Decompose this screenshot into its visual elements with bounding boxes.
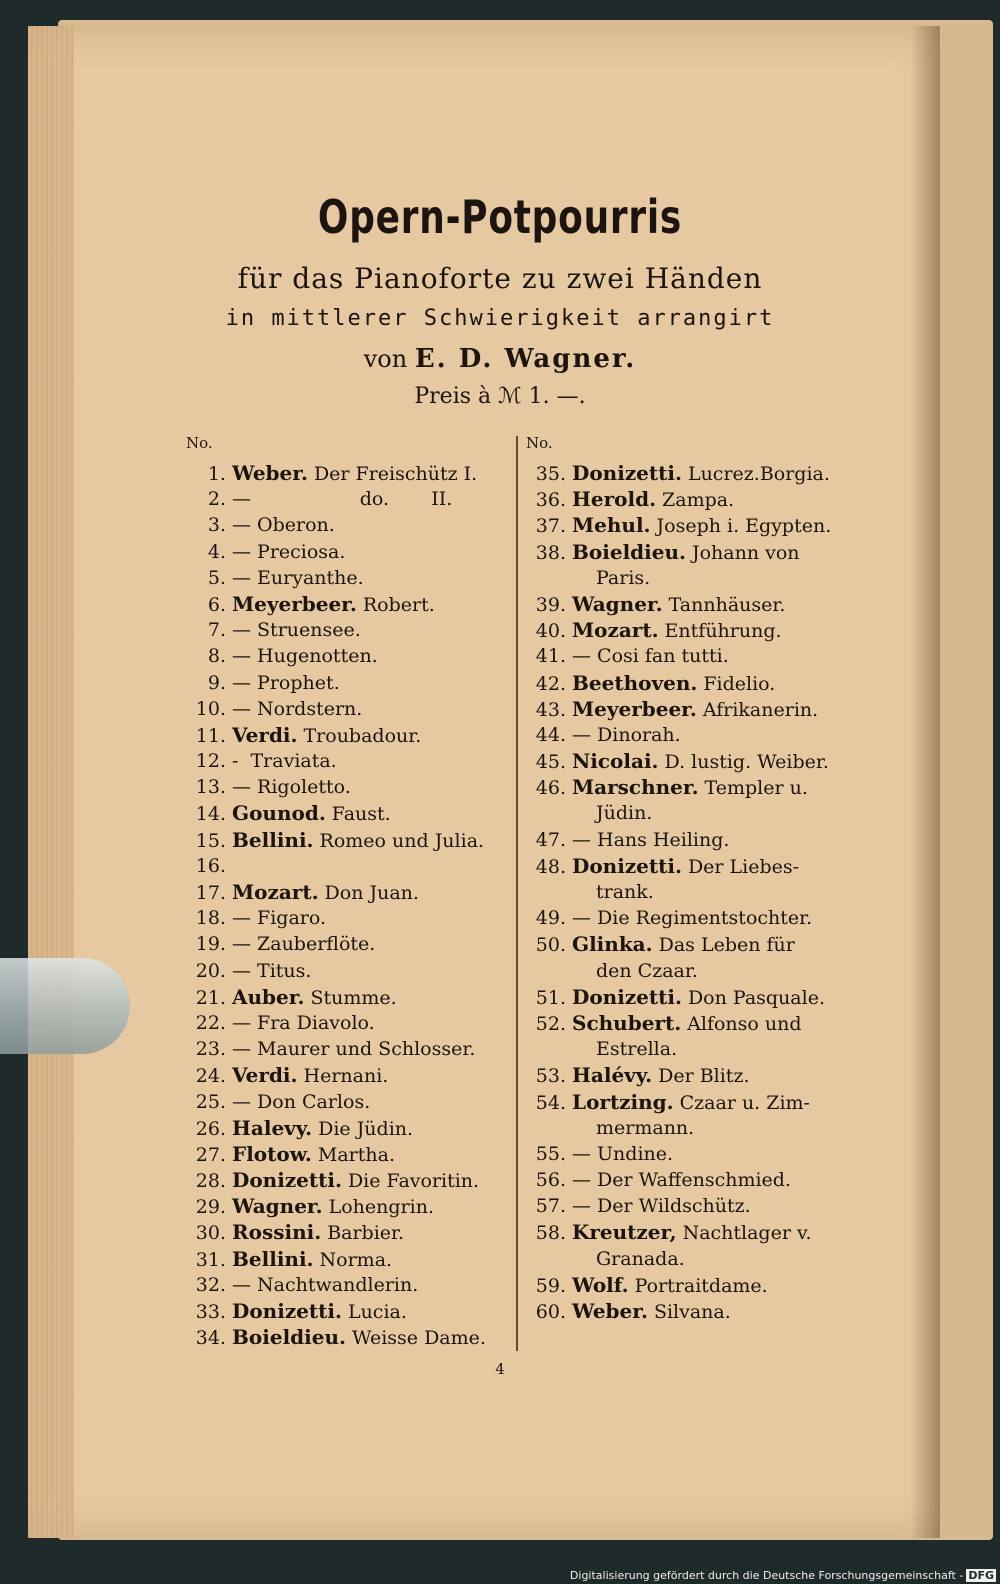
list-item	[526, 1193, 886, 1219]
entry-number: 48.	[535, 855, 566, 878]
entry-number: 50.	[535, 934, 566, 957]
entry-composer: Donizetti.	[232, 1168, 342, 1193]
page-gutter	[910, 26, 940, 1538]
entry-work: Der Liebes-	[687, 855, 800, 878]
entry-number: 38.	[535, 541, 566, 564]
list-item	[186, 696, 526, 722]
list-item	[526, 512, 886, 538]
list-item	[186, 643, 526, 669]
page-number: 4	[495, 1360, 505, 1378]
entry-composer: Herold.	[572, 487, 657, 512]
entry-number: 53.	[535, 1065, 566, 1088]
entry-number: 5.	[207, 566, 226, 589]
list-item	[526, 486, 886, 512]
entry-work: mermann.	[596, 1116, 695, 1139]
entry-work: — Euryanthe.	[232, 566, 364, 589]
entry-work: Lohengrin.	[328, 1196, 434, 1219]
entry-composer: Mozart.	[232, 880, 319, 904]
list-item	[526, 1167, 886, 1193]
entry-number: 42.	[535, 672, 566, 695]
entry-composer: Donizetti.	[572, 461, 682, 485]
entry-work: Don Pasquale.	[687, 986, 825, 1009]
entry-number: 19.	[195, 933, 226, 956]
list-item	[526, 984, 886, 1010]
list-item	[526, 1246, 886, 1272]
list-item	[526, 1089, 886, 1115]
entry-composer: Verdi.	[232, 1063, 298, 1088]
entry-composer: Marschner.	[572, 775, 699, 800]
entry-number: 9.	[207, 671, 226, 694]
list-item	[526, 1272, 886, 1298]
list-item	[186, 1219, 526, 1245]
list-item	[526, 565, 886, 591]
entry-number: 15.	[195, 829, 226, 852]
entry-number: 3.	[207, 514, 226, 537]
entry-composer: Bellini.	[232, 1246, 314, 1271]
list-item	[186, 1141, 526, 1167]
entry-composer: Auber.	[232, 984, 305, 1009]
list-item	[526, 800, 886, 826]
entry-work: Alfonso und	[687, 1012, 802, 1035]
list-item	[186, 879, 526, 905]
entry-composer: Donizetti.	[572, 853, 682, 878]
entry-composer: Mehul.	[572, 513, 651, 538]
list-item	[186, 1010, 526, 1036]
entry-composer: Schubert.	[572, 1010, 682, 1035]
entry-work: — Maurer und Schlosser.	[232, 1038, 476, 1061]
entry-work: Martha.	[317, 1143, 395, 1166]
entry-number: 51.	[535, 986, 566, 1009]
entry-work: Weisse Dame.	[351, 1327, 486, 1350]
list-item	[526, 1115, 886, 1141]
list-item	[526, 670, 886, 696]
entry-work: Templer u.	[704, 777, 808, 800]
list-item	[186, 1062, 526, 1088]
entry-work: Faust.	[331, 803, 391, 826]
entry-number: 22.	[195, 1011, 226, 1034]
entry-number: 33.	[195, 1301, 226, 1323]
entry-composer: Flotow.	[232, 1141, 312, 1166]
entry-number: 57.	[535, 1195, 566, 1218]
page-edges	[28, 26, 74, 1538]
list-item	[186, 512, 526, 538]
entry-work: — Der Waffenschmied.	[572, 1169, 791, 1192]
entry-work: — Dinorah.	[572, 723, 681, 746]
clip-holder	[0, 958, 130, 1054]
list-item	[186, 853, 526, 879]
entry-work: — Der Wildschütz.	[572, 1195, 751, 1218]
list-item	[526, 1298, 886, 1324]
entry-work: Hernani.	[303, 1065, 389, 1088]
entry-number: 58.	[535, 1222, 566, 1245]
entry-work: Estrella.	[596, 1038, 678, 1061]
entry-number: 8.	[207, 645, 226, 668]
list-item	[526, 774, 886, 800]
left-column-header: No.	[186, 434, 213, 452]
list-item	[526, 539, 886, 565]
entry-number: 12.	[195, 750, 226, 773]
entry-composer: Meyerbeer.	[572, 696, 697, 721]
entry-composer: Weber.	[232, 461, 308, 485]
list-item	[186, 617, 526, 643]
right-column	[526, 434, 886, 1324]
entry-composer: Meyerbeer.	[232, 591, 357, 616]
entry-composer: Bellini.	[232, 827, 314, 852]
entry-composer: Mozart.	[572, 618, 659, 643]
list-item	[186, 1246, 526, 1272]
entry-work: Die Favoritin.	[347, 1170, 480, 1193]
entry-number: 17.	[195, 882, 226, 904]
entry-number: 27.	[195, 1143, 226, 1166]
entry-number: 32.	[195, 1273, 226, 1296]
list-item	[186, 1193, 526, 1219]
entry-number: 1.	[207, 463, 226, 485]
entry-work: Zampa.	[662, 489, 735, 512]
entry-work: Romeo und Julia.	[319, 829, 485, 852]
entry-number: 45.	[535, 751, 566, 774]
entry-number: 21.	[195, 986, 226, 1009]
list-item	[526, 853, 886, 879]
entry-composer: Verdi.	[232, 722, 298, 747]
entry-work: Silvana.	[653, 1301, 731, 1323]
list-item	[186, 748, 526, 774]
entry-work: Das Leben für	[658, 934, 795, 957]
entry-number: 35.	[535, 463, 566, 485]
entry-number: 60.	[535, 1301, 566, 1323]
entry-work: Portraitdame.	[634, 1274, 768, 1297]
entry-composer: Gounod.	[232, 801, 326, 826]
entry-number: 26.	[195, 1117, 226, 1140]
entry-composer: Halévy.	[572, 1063, 653, 1088]
entry-work: Barbier.	[327, 1222, 405, 1245]
entry-number: 10.	[195, 697, 226, 720]
list-item	[526, 617, 886, 643]
entry-composer: Rossini.	[232, 1220, 322, 1245]
entry-work: Der Freischütz I.	[313, 463, 478, 485]
price-line: Preis à ℳ 1. —.	[414, 384, 586, 409]
list-item	[186, 1089, 526, 1115]
list-item	[186, 539, 526, 565]
list-item	[186, 774, 526, 800]
entry-work: Joseph i. Egypten.	[656, 515, 832, 538]
list-item	[526, 931, 886, 957]
entry-work: Nachtlager v.	[682, 1222, 812, 1245]
entry-composer: Donizetti.	[232, 1299, 342, 1323]
entry-work: — Nachtwandlerin.	[232, 1273, 419, 1296]
list-item	[186, 1115, 526, 1141]
entry-number: 55.	[535, 1142, 566, 1165]
entry-work: Troubadour.	[303, 724, 422, 747]
entry-work: — Undine.	[572, 1142, 674, 1165]
arranger-name: E. D. Wagner.	[414, 344, 637, 374]
page-title: Opern-Potpourris	[317, 190, 683, 244]
entry-number: 7.	[207, 619, 226, 642]
entry-work: Stumme.	[310, 986, 397, 1009]
entry-work: Norma.	[319, 1248, 393, 1271]
entry-number: 39.	[535, 593, 566, 616]
entry-number: 40.	[535, 620, 566, 643]
entry-work: Fidelio.	[703, 672, 776, 695]
list-item	[526, 827, 886, 853]
entry-number: 44.	[535, 723, 566, 746]
entry-work: — Prophet.	[232, 671, 340, 694]
list-item	[186, 931, 526, 957]
entry-work: Lucia.	[347, 1301, 407, 1323]
footer-text: Digitalisierung gefördert durch die Deutsche Forschungsgemeinschaft -	[569, 1569, 964, 1582]
entry-number: 20.	[195, 959, 226, 982]
entry-number: 49.	[535, 907, 566, 930]
entry-work: Entführung.	[664, 620, 782, 643]
entry-work: — Preciosa.	[232, 540, 346, 563]
entry-number: 43.	[535, 698, 566, 721]
list-item	[526, 1141, 886, 1167]
list-item	[526, 1219, 886, 1245]
list-item	[526, 1036, 886, 1062]
list-item	[186, 827, 526, 853]
arranger-prefix: von	[363, 345, 408, 373]
left-column	[186, 434, 526, 1350]
entry-work: Tannhäuser.	[668, 593, 786, 616]
entry-number: 13.	[195, 776, 226, 799]
entry-work: Der Blitz.	[658, 1065, 750, 1088]
entry-work: — Nordstern.	[232, 697, 363, 720]
entry-work: Don Juan.	[324, 882, 419, 904]
list-item	[526, 643, 886, 669]
subtitle-arrangement: in mittlerer Schwierigkeit arrangirt	[225, 306, 775, 331]
entry-number: 37.	[535, 515, 566, 538]
entry-work: — Don Carlos.	[232, 1090, 371, 1113]
entry-work: trank.	[596, 881, 654, 903]
entry-work: Jüdin.	[596, 802, 653, 825]
entry-work: - Traviata.	[232, 750, 337, 773]
entry-work: — do. II.	[232, 488, 453, 511]
list-item	[186, 1167, 526, 1193]
entry-work: — Oberon.	[232, 514, 335, 537]
list-item	[186, 800, 526, 826]
list-item	[186, 1272, 526, 1298]
arranger-line	[0, 344, 1000, 374]
entry-composer: Wagner.	[232, 1194, 323, 1219]
footer-credit	[570, 1569, 996, 1582]
entry-work: Czaar u. Zim-	[679, 1091, 810, 1114]
entry-work: Lucrez.Borgia.	[687, 463, 830, 485]
entry-number: 46.	[535, 777, 566, 800]
entry-number: 36.	[535, 489, 566, 512]
entry-number: 6.	[207, 593, 226, 616]
entry-number: 28.	[195, 1170, 226, 1193]
entry-number: 34.	[195, 1327, 226, 1350]
list-item	[526, 1062, 886, 1088]
entry-number: 41.	[535, 645, 566, 668]
right-column-header: No.	[526, 434, 553, 452]
list-item	[186, 486, 526, 512]
column-divider	[516, 436, 518, 1351]
entry-work: Paris.	[596, 566, 651, 589]
entry-work: Granada.	[596, 1247, 685, 1270]
entry-number: 23.	[195, 1038, 226, 1061]
list-item	[186, 1298, 526, 1324]
entry-work: Johann von	[691, 541, 800, 564]
entry-composer: Boieldieu.	[572, 539, 686, 564]
entry-work: — Rigoletto.	[232, 776, 351, 799]
entry-number: 25.	[195, 1090, 226, 1113]
list-item	[526, 696, 886, 722]
entry-composer: Weber.	[572, 1299, 648, 1323]
list-item	[186, 958, 526, 984]
entry-work: Robert.	[362, 593, 435, 616]
entry-work: Afrikanerin.	[702, 698, 819, 721]
entry-work: den Czaar.	[596, 959, 698, 982]
entry-composer: Beethoven.	[572, 670, 698, 695]
list-item	[186, 1324, 526, 1350]
subtitle: für das Pianoforte zu zwei Händen	[237, 262, 763, 295]
list-item	[526, 1010, 886, 1036]
entry-composer: Lortzing.	[572, 1089, 674, 1114]
entry-number: 14.	[195, 803, 226, 826]
list-item	[186, 591, 526, 617]
entry-work: — Titus.	[232, 959, 312, 982]
entry-number: 18.	[195, 907, 226, 930]
entry-number: 16.	[195, 854, 226, 877]
list-item	[526, 879, 886, 905]
list-item	[186, 670, 526, 696]
entry-composer: Halevy.	[232, 1115, 313, 1140]
entry-work: — Die Regimentstochter.	[572, 907, 813, 930]
entry-number: 56.	[535, 1169, 566, 1192]
entry-number: 59.	[535, 1274, 566, 1297]
entry-work: — Fra Diavolo.	[232, 1011, 375, 1034]
entry-work: — Hugenotten.	[232, 645, 378, 668]
entry-composer: Wolf.	[572, 1272, 629, 1297]
entry-work: — Struensee.	[232, 619, 361, 642]
list-item	[526, 722, 886, 748]
entry-number: 29.	[195, 1196, 226, 1219]
list-item	[186, 565, 526, 591]
entry-composer: Kreutzer,	[572, 1220, 677, 1245]
entry-composer: Wagner.	[572, 591, 663, 616]
entry-work: Die Jüdin.	[318, 1117, 414, 1140]
entry-number: 24.	[195, 1065, 226, 1088]
list-item	[526, 460, 886, 486]
entry-work: — Cosi fan tutti.	[572, 645, 729, 668]
list-item	[186, 1036, 526, 1062]
entry-composer: Donizetti.	[572, 984, 682, 1009]
list-item	[526, 905, 886, 931]
list-item	[186, 722, 526, 748]
entry-work: — Hans Heiling.	[572, 828, 730, 851]
entry-number: 30.	[195, 1222, 226, 1245]
list-item	[526, 591, 886, 617]
entry-composer: Boieldieu.	[232, 1325, 346, 1350]
entry-number: 2.	[207, 488, 226, 511]
entry-composer: Glinka.	[572, 932, 653, 957]
entry-work: — Figaro.	[232, 907, 327, 930]
entry-number: 54.	[535, 1091, 566, 1114]
entry-number: 52.	[535, 1012, 566, 1035]
dfg-logo: DFG	[968, 1569, 994, 1582]
list-item	[526, 958, 886, 984]
entry-number: 4.	[207, 540, 226, 563]
entry-number: 31.	[195, 1248, 226, 1271]
list-item	[526, 748, 886, 774]
entry-work: — Zauberflöte.	[232, 933, 376, 956]
list-item	[186, 905, 526, 931]
entry-work: D. lustig. Weiber.	[664, 751, 829, 774]
entry-composer: Nicolai.	[572, 749, 659, 774]
entry-number: 11.	[195, 724, 226, 747]
list-item	[186, 984, 526, 1010]
entry-number: 47.	[535, 828, 566, 851]
list-item	[186, 460, 526, 486]
